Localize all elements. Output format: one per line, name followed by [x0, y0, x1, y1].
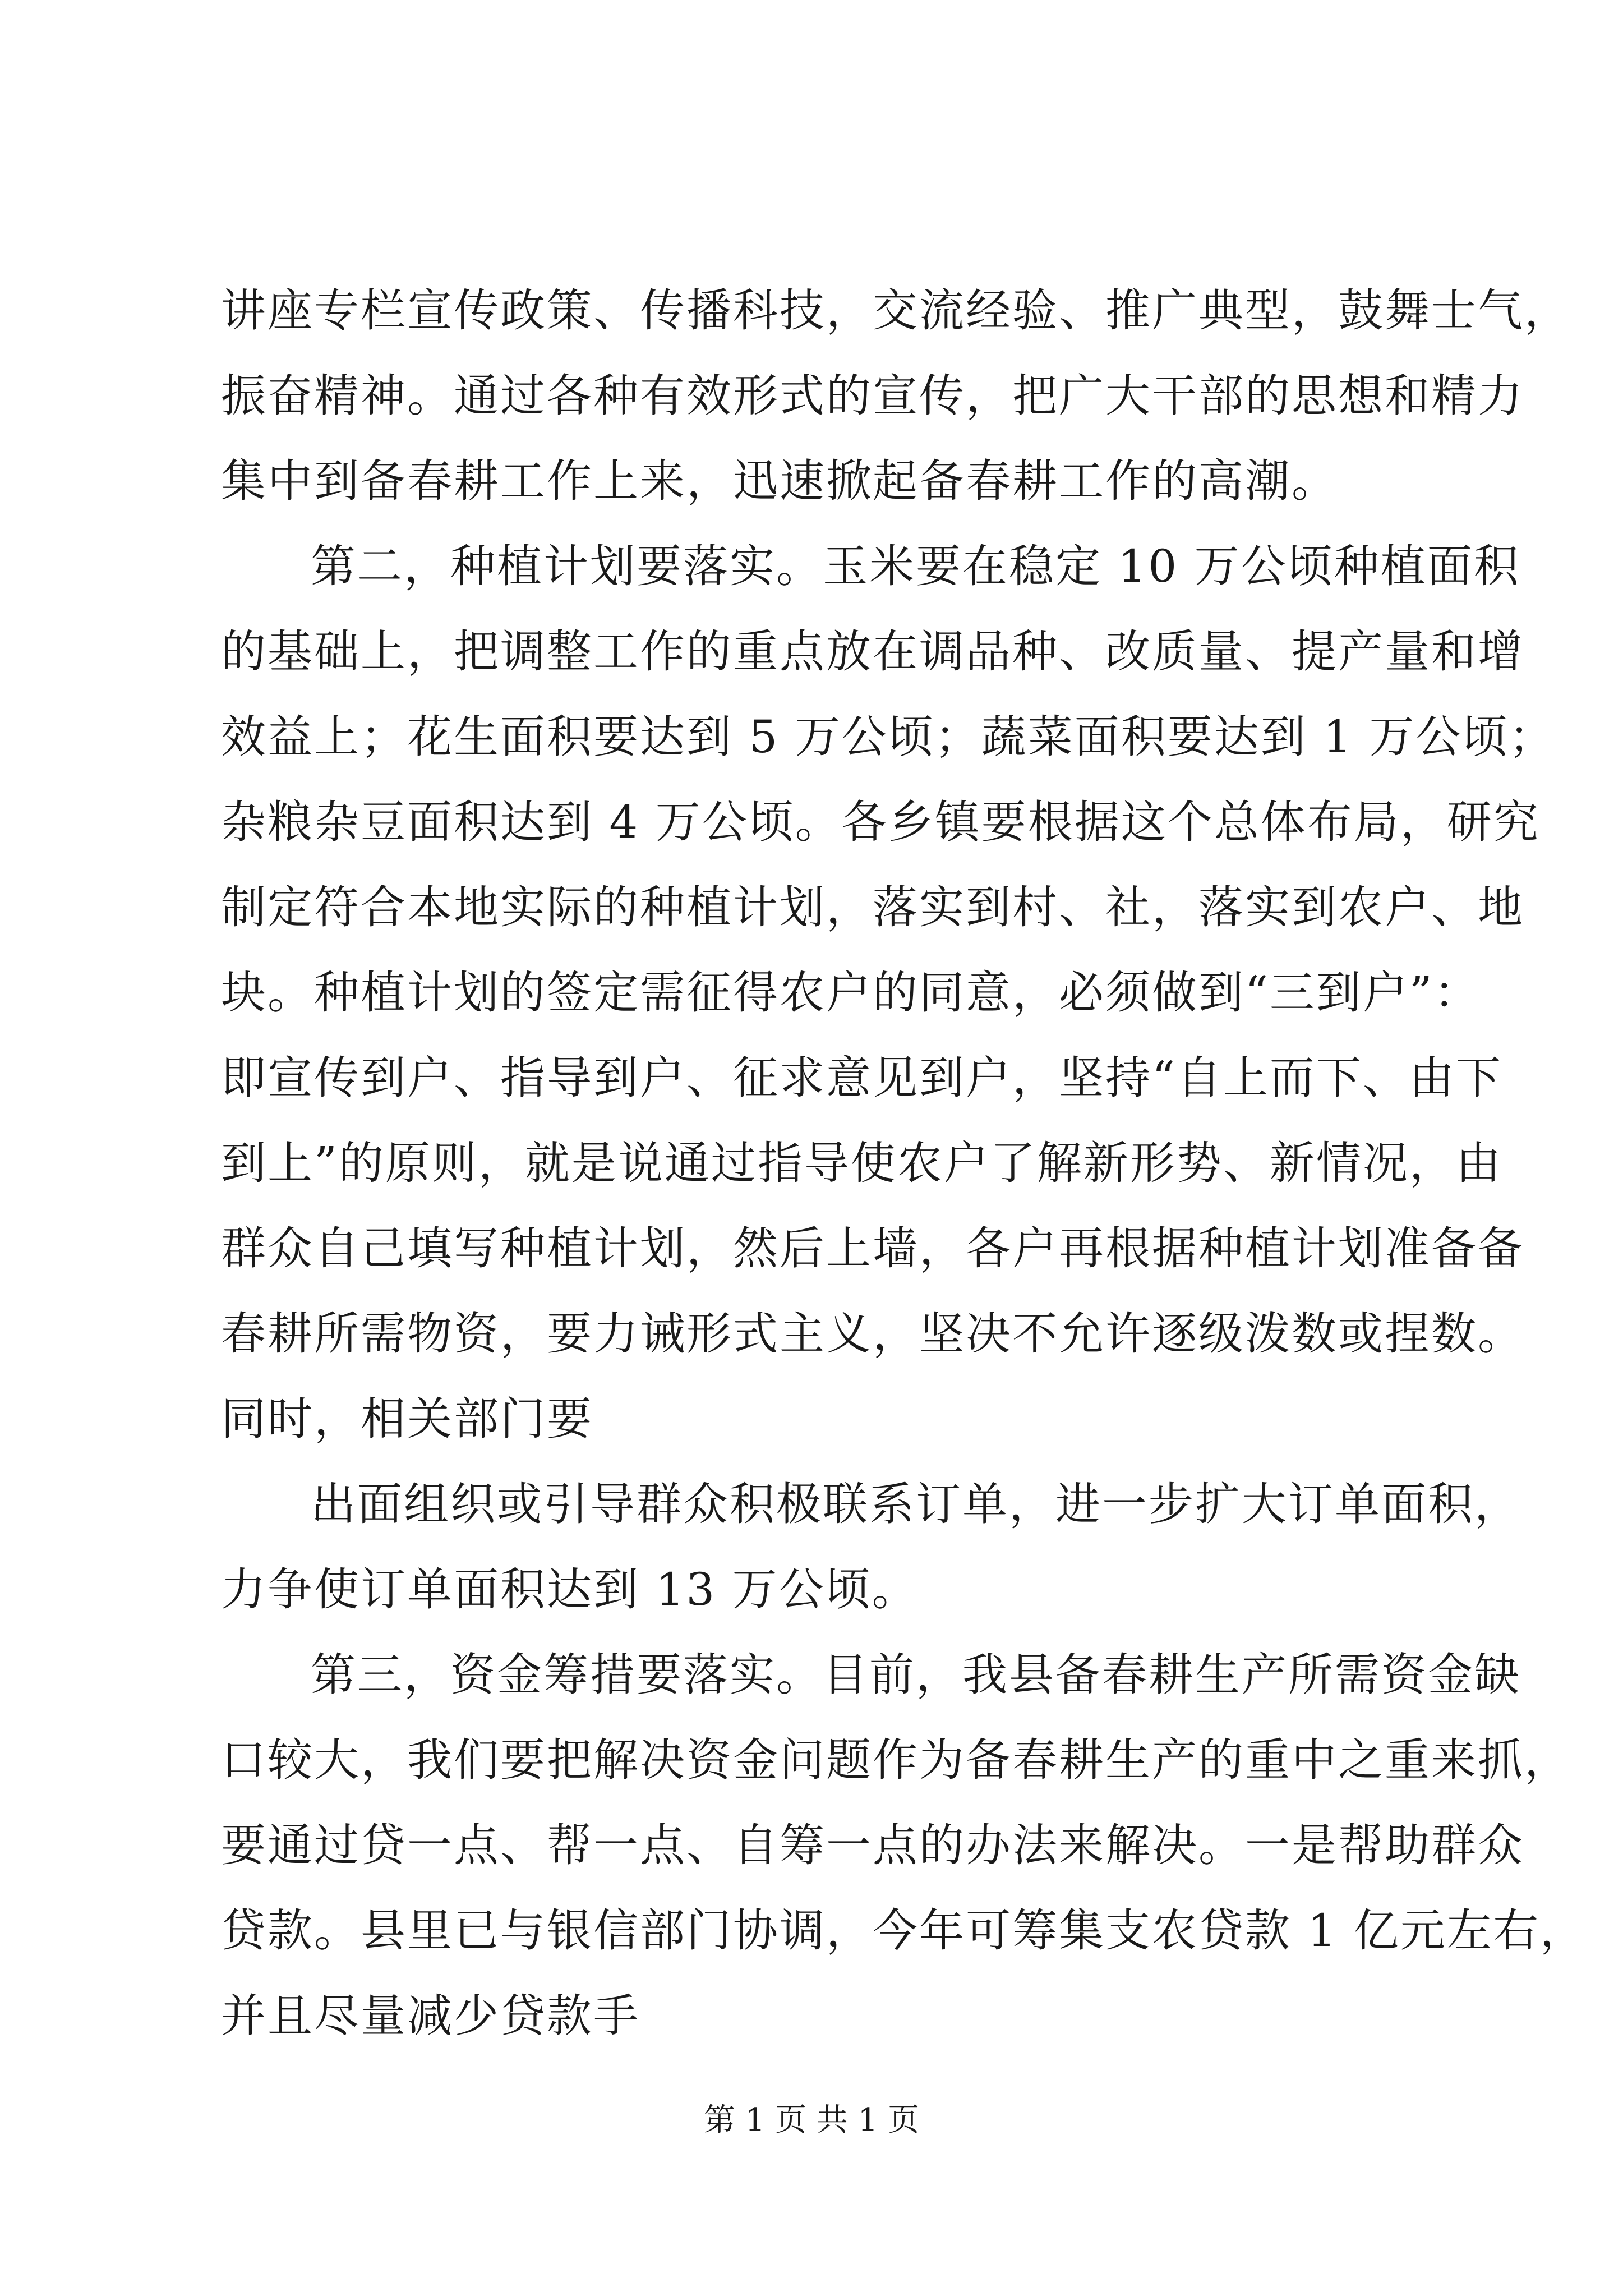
text-line: 群众自己填写种植计划，然后上墙，各户再根据种植计划准备备	[221, 1222, 1524, 1274]
text-line: 块。种植计划的签定需征得农户的同意，必须做到“三到户”：	[221, 967, 1481, 1019]
text-line: 制定符合本地实际的种植计划，落实到村、社，落实到农户、地	[221, 881, 1524, 933]
text-line: 同时，相关部门要	[221, 1393, 593, 1445]
paragraph-start-line: 第二，种植计划要落实。玉米要在稳定 10 万公顷种植面积	[311, 540, 1520, 592]
text-line: 讲座专栏宣传政策、传播科技，交流经验、推广典型，鼓舞士气，	[221, 284, 1571, 337]
text-line: 振奋精神。通过各种有效形式的宣传，把广大干部的思想和精力	[221, 370, 1524, 422]
text-line: 效益上；花生面积要达到 5 万公顷；蔬菜面积要达到 1 万公顷；	[221, 711, 1556, 763]
text-line: 力争使订单面积达到 13 万公顷。	[221, 1563, 919, 1616]
text-line: 并且尽量减少贷款手	[221, 1990, 640, 2042]
text-line: 口较大，我们要把解决资金问题作为备春耕生产的重中之重来抓，	[221, 1734, 1571, 1786]
page-footer	[0, 2098, 1623, 2143]
page-number-label: 第 1 页 共 1 页	[703, 2102, 920, 2138]
text-line: 即宣传到户、指导到户、征求意见到户，坚持“自上而下、由下	[221, 1052, 1502, 1104]
text-line: 春耕所需物资，要力诫形式主义，坚决不允许逐级泼数或捏数。	[221, 1308, 1524, 1360]
text-line: 贷款。县里已与银信部门协调，今年可筹集支农贷款 1 亿元左右，	[221, 1904, 1587, 1957]
text-line: 要通过贷一点、帮一点、自筹一点的办法来解决。一是帮助群众	[221, 1819, 1524, 1871]
document-body	[221, 268, 1587, 2059]
text-line: 的基础上，把调整工作的重点放在调品种、改质量、提产量和增	[221, 625, 1524, 678]
text-line: 杂粮杂豆面积达到 4 万公顷。各乡镇要根据这个总体布局，研究	[221, 796, 1540, 848]
text-line: 集中到备春耕工作上来，迅速掀起备春耕工作的高潮。	[221, 455, 1338, 507]
paragraph-start-line: 出面组织或引导群众积极联系订单，进一步扩大订单面积，	[311, 1478, 1521, 1530]
paragraph-start-line: 第三，资金筹措要落实。目前，我县备春耕生产所需资金缺	[311, 1649, 1521, 1701]
text-line: 到上”的原则，就是说通过指导使农户了解新形势、新情况，由	[221, 1137, 1502, 1189]
